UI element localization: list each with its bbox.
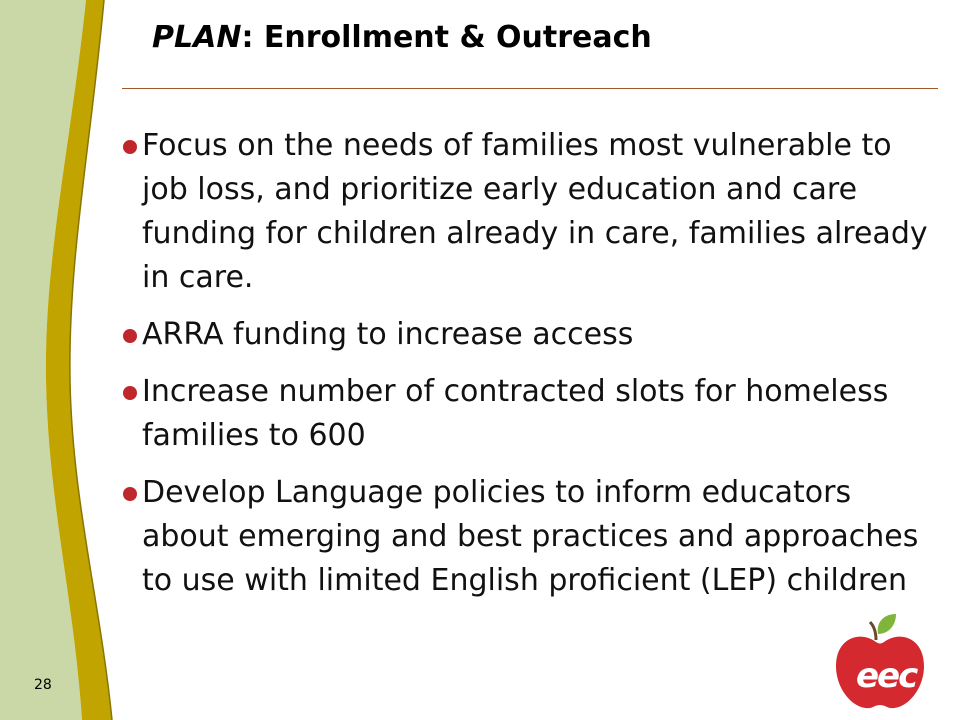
- leaf-icon: [878, 614, 896, 634]
- title-divider: [122, 88, 938, 89]
- bullet-text: Develop Language policies to inform educators about emerging and best practices and approaches to use with limited English proficient (LEP) children: [142, 475, 919, 598]
- bullet-dot-icon: [123, 487, 137, 501]
- bullet-item: [122, 124, 930, 300]
- bullet-dot-icon: [123, 329, 137, 343]
- bullet-item: [122, 471, 930, 603]
- left-decorative-band: [0, 0, 140, 720]
- logo-text: eec: [856, 656, 917, 696]
- stem: [870, 622, 876, 640]
- bullet-item: [122, 370, 930, 458]
- bullet-item: [122, 313, 930, 357]
- title-rest: : Enrollment & Outreach: [241, 20, 652, 55]
- bullet-text: Increase number of contracted slots for homeless families to 600: [142, 374, 889, 453]
- bullet-dot-icon: [123, 140, 137, 154]
- slide-title: [152, 20, 652, 55]
- bullet-list: [122, 124, 930, 616]
- bullet-text: ARRA funding to increase access: [142, 317, 634, 352]
- page-number: 28: [34, 677, 52, 693]
- bullet-text: Focus on the needs of families most vulnerable to job loss, and prioritize early education and care funding for children already in care, families already in care.: [142, 128, 928, 295]
- title-italic-word: PLAN: [152, 20, 242, 55]
- bullet-dot-icon: [123, 386, 137, 400]
